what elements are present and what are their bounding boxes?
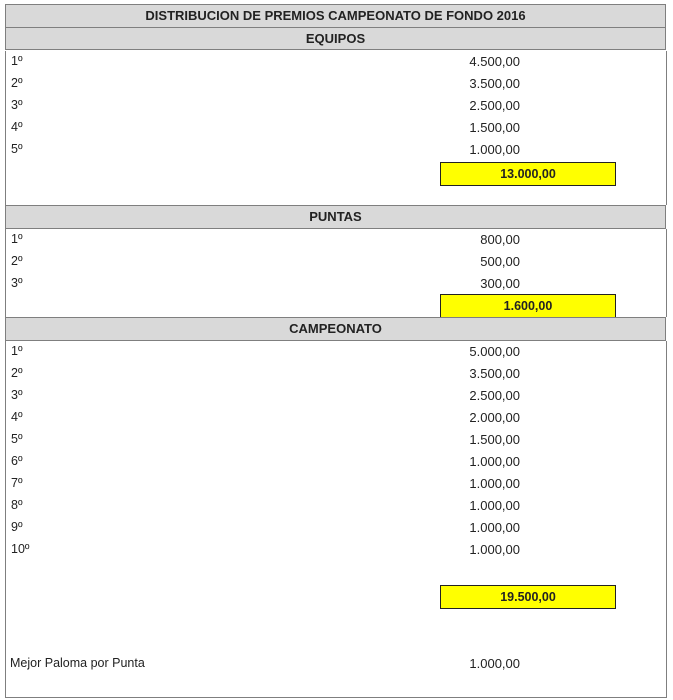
position-label: 7º	[11, 476, 23, 490]
prize-amount: 500,00	[480, 254, 520, 269]
prize-amount: 2.000,00	[469, 410, 520, 425]
position-label: 2º	[11, 366, 23, 380]
position-label: 4º	[11, 410, 23, 424]
prize-distribution-sheet	[5, 4, 666, 697]
total-cell-equipos: 13.000,00	[440, 162, 616, 186]
table-row	[6, 251, 666, 273]
prize-amount: 2.500,00	[469, 98, 520, 113]
position-label: 3º	[11, 98, 23, 112]
table-row	[6, 95, 666, 117]
prize-amount: 1.000,00	[469, 476, 520, 491]
position-label: 6º	[11, 454, 23, 468]
prize-amount: 1.000,00	[469, 142, 520, 157]
table-row	[6, 539, 666, 561]
position-label: 3º	[11, 388, 23, 402]
position-label: 1º	[11, 232, 23, 246]
position-label: 1º	[11, 344, 23, 358]
prize-amount: 4.500,00	[469, 54, 520, 69]
total-cell-puntas: 1.600,00	[440, 294, 616, 318]
prize-amount: 2.500,00	[469, 388, 520, 403]
mejor-paloma-amount: 1.000,00	[469, 656, 520, 671]
prize-amount: 1.500,00	[469, 120, 520, 135]
prize-amount: 3.500,00	[469, 366, 520, 381]
position-label: 4º	[11, 120, 23, 134]
prize-amount: 1.000,00	[469, 454, 520, 469]
prize-amount: 5.000,00	[469, 344, 520, 359]
section-header-puntas: PUNTAS	[5, 205, 666, 229]
table-row	[6, 407, 666, 429]
table-row	[6, 273, 666, 295]
position-label: 8º	[11, 498, 23, 512]
mejor-paloma-label: Mejor Paloma por Punta	[10, 656, 145, 670]
position-label: 1º	[11, 54, 23, 68]
position-label: 2º	[11, 76, 23, 90]
table-row	[6, 451, 666, 473]
position-label: 3º	[11, 276, 23, 290]
table-row	[6, 51, 666, 73]
section-equipos	[5, 51, 667, 205]
prize-amount: 800,00	[480, 232, 520, 247]
table-row	[6, 429, 666, 451]
prize-amount: 300,00	[480, 276, 520, 291]
table-row	[6, 139, 666, 161]
section-header-equipos: EQUIPOS	[5, 28, 666, 50]
prize-amount: 3.500,00	[469, 76, 520, 91]
prize-amount: 1.000,00	[469, 542, 520, 557]
position-label: 5º	[11, 142, 23, 156]
table-row	[6, 385, 666, 407]
table-row	[6, 73, 666, 95]
table-row	[6, 229, 666, 251]
table-row	[6, 473, 666, 495]
position-label: 5º	[11, 432, 23, 446]
position-label: 2º	[11, 254, 23, 268]
prize-amount: 1.500,00	[469, 432, 520, 447]
prize-amount: 1.000,00	[469, 520, 520, 535]
table-row	[6, 117, 666, 139]
prize-amount: 1.000,00	[469, 498, 520, 513]
position-label: 9º	[11, 520, 23, 534]
section-header-campeonato: CAMPEONATO	[5, 317, 666, 341]
page-title: DISTRIBUCION DE PREMIOS CAMPEONATO DE FONDO 2016	[5, 4, 666, 28]
section-puntas	[5, 229, 667, 317]
table-row	[6, 517, 666, 539]
total-cell-campeonato: 19.500,00	[440, 585, 616, 609]
section-campeonato	[5, 341, 667, 698]
table-row	[6, 363, 666, 385]
table-row	[6, 341, 666, 363]
table-row	[6, 495, 666, 517]
position-label: 10º	[11, 542, 30, 556]
